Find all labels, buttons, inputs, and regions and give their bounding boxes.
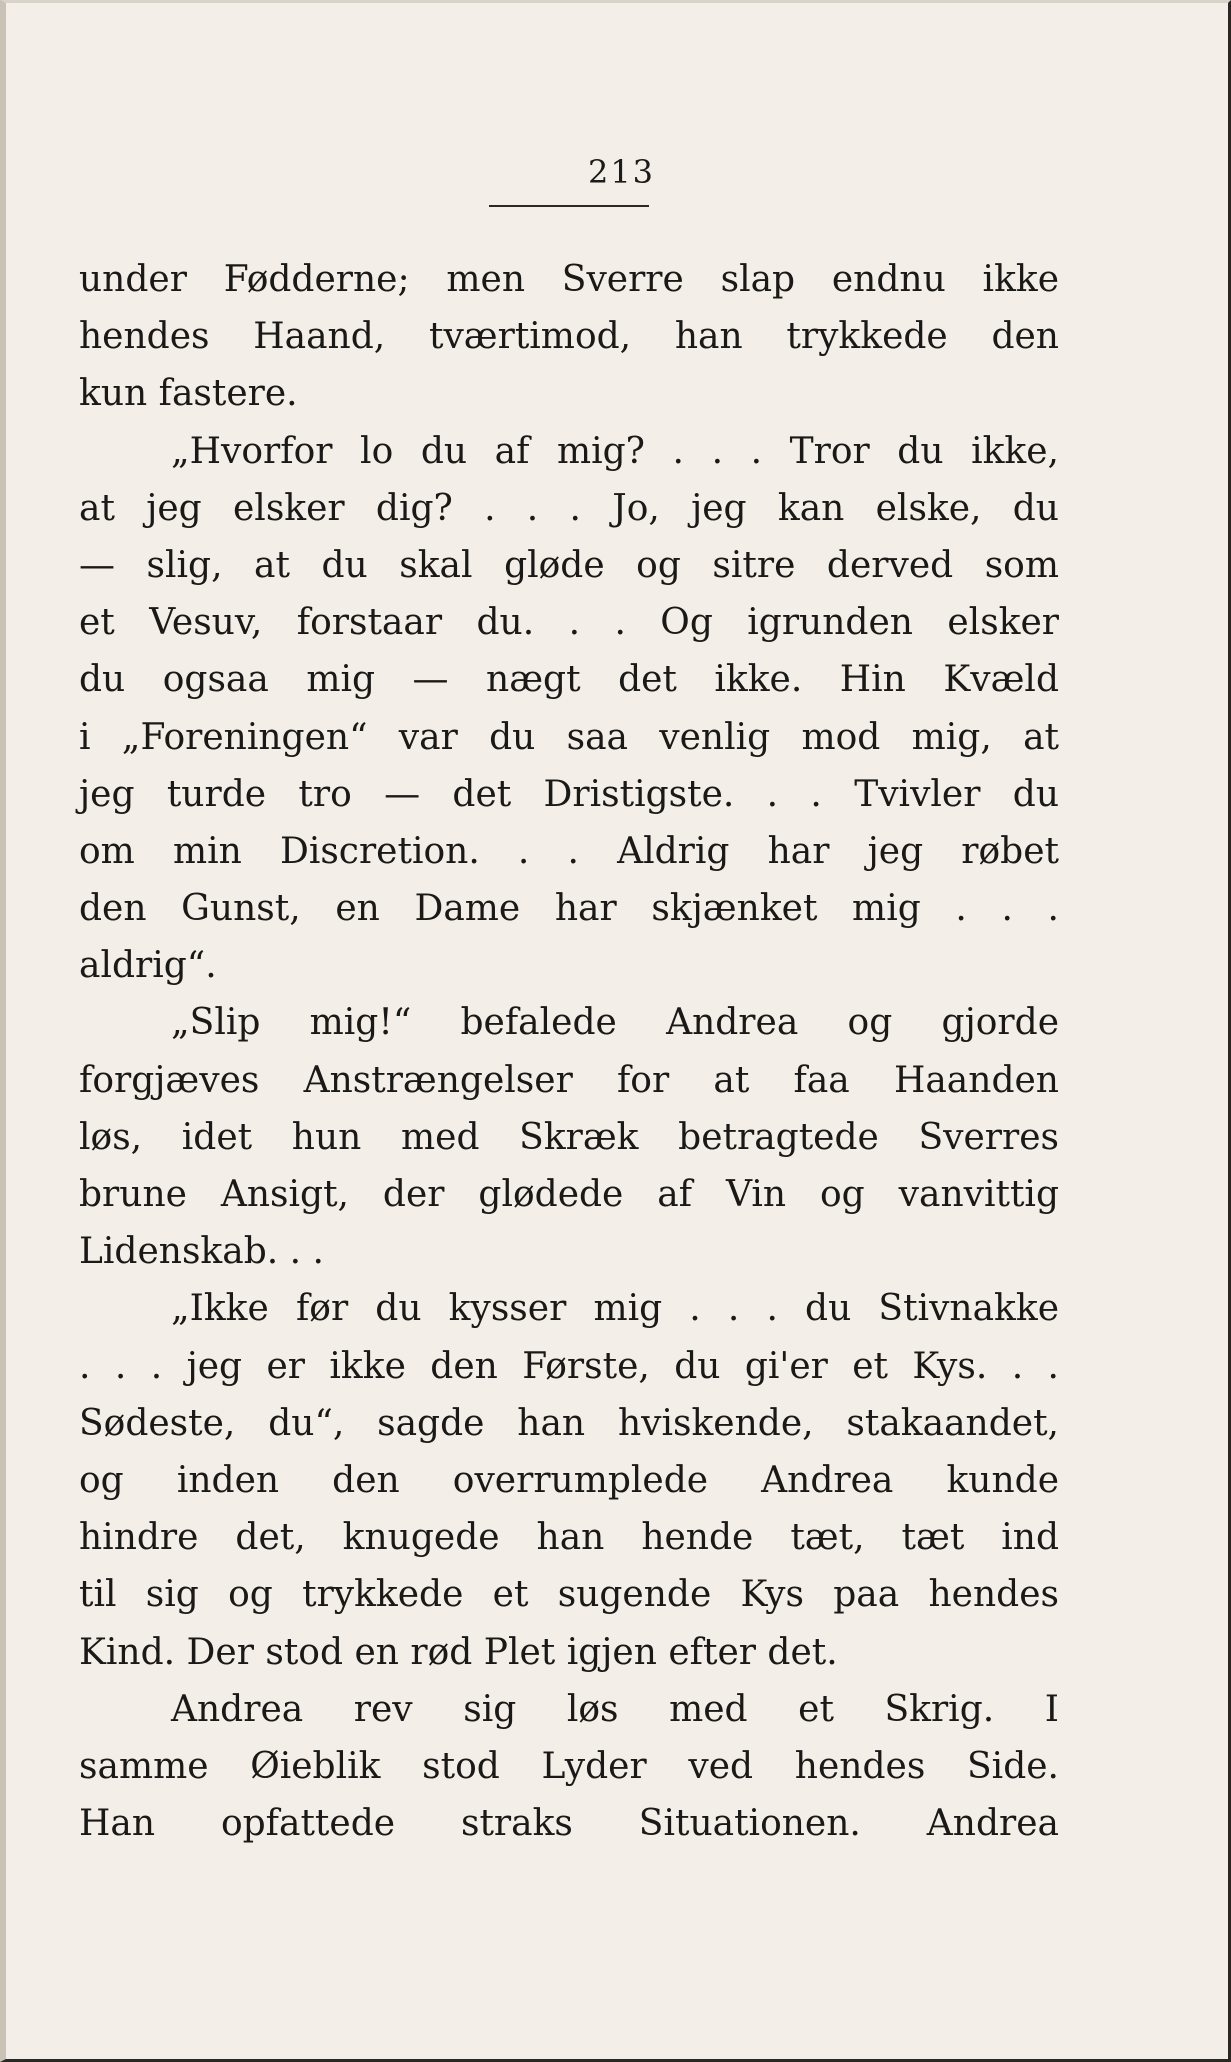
text-line: brune Ansigt, der glødede af Vin og vanvittig xyxy=(79,1174,1059,1215)
body-text xyxy=(79,251,1059,1852)
text-line: kun fastere. xyxy=(79,373,298,415)
text-line: om min Discretion. . . Aldrig har jeg røbet xyxy=(79,830,1059,872)
text-line: løs, idet hun med Skræk betragtede Sverres xyxy=(79,1116,1059,1158)
text-line: aldrig“. xyxy=(79,945,217,987)
text-line: jeg turde tro — det Dristigste. . . Tvivler du xyxy=(79,773,1059,815)
text-line: Han opfattede straks Situationen. Andrea xyxy=(79,1803,1059,1845)
page-number-rule xyxy=(489,205,649,207)
text-line: et Vesuv, forstaar du. . . Og igrunden elsker xyxy=(79,602,1059,644)
text-line: i „Foreningen“ var du saa venlig mod mig, at xyxy=(79,716,1059,758)
text-line: — slig, at du skal gløde og sitre derved som xyxy=(79,544,1059,586)
text-line: du ogsaa mig — nægt det ikke. Hin Kvæld xyxy=(79,659,1059,701)
text-line: hindre det, knugede han hende tæt, tæt ind xyxy=(79,1517,1059,1559)
text-line: „Hvorfor lo du af mig? . . . Tror du ikke, xyxy=(171,430,1059,472)
text-line: hendes Haand, tværtimod, han trykkede den xyxy=(79,316,1059,358)
text-line: forgjæves Anstrængelser for at faa Haanden xyxy=(79,1059,1059,1101)
page-number: 213 xyxy=(587,153,656,191)
text-line: Andrea rev sig løs med et Skrig. I xyxy=(171,1688,1059,1730)
text-line: Lidenskab. . . xyxy=(79,1231,324,1273)
text-line: samme Øieblik stod Lyder ved hendes Side. xyxy=(79,1745,1059,1787)
text-line: og inden den overrumplede Andrea kunde xyxy=(79,1459,1059,1501)
text-line: „Ikke før du kysser mig . . . du Stivnakke xyxy=(171,1288,1059,1330)
text-line: Sødeste, du“, sagde han hviskende, stakaandet, xyxy=(79,1402,1059,1444)
text-line: „Slip mig!“ befalede Andrea og gjorde xyxy=(171,1002,1059,1044)
text-line: Kind. Der stod en rød Plet igjen efter det. xyxy=(79,1631,838,1673)
text-line: til sig og trykkede et sugende Kys paa hendes xyxy=(79,1574,1059,1616)
text-line: under Fødderne; men Sverre slap endnu ikke xyxy=(79,259,1059,300)
text-line: . . . jeg er ikke den Første, du gi'er et Kys. . . xyxy=(79,1345,1059,1387)
text-line: den Gunst, en Dame har skjænket mig . . . xyxy=(79,888,1059,930)
text-line: at jeg elsker dig? . . . Jo, jeg kan elske, du xyxy=(79,487,1059,529)
